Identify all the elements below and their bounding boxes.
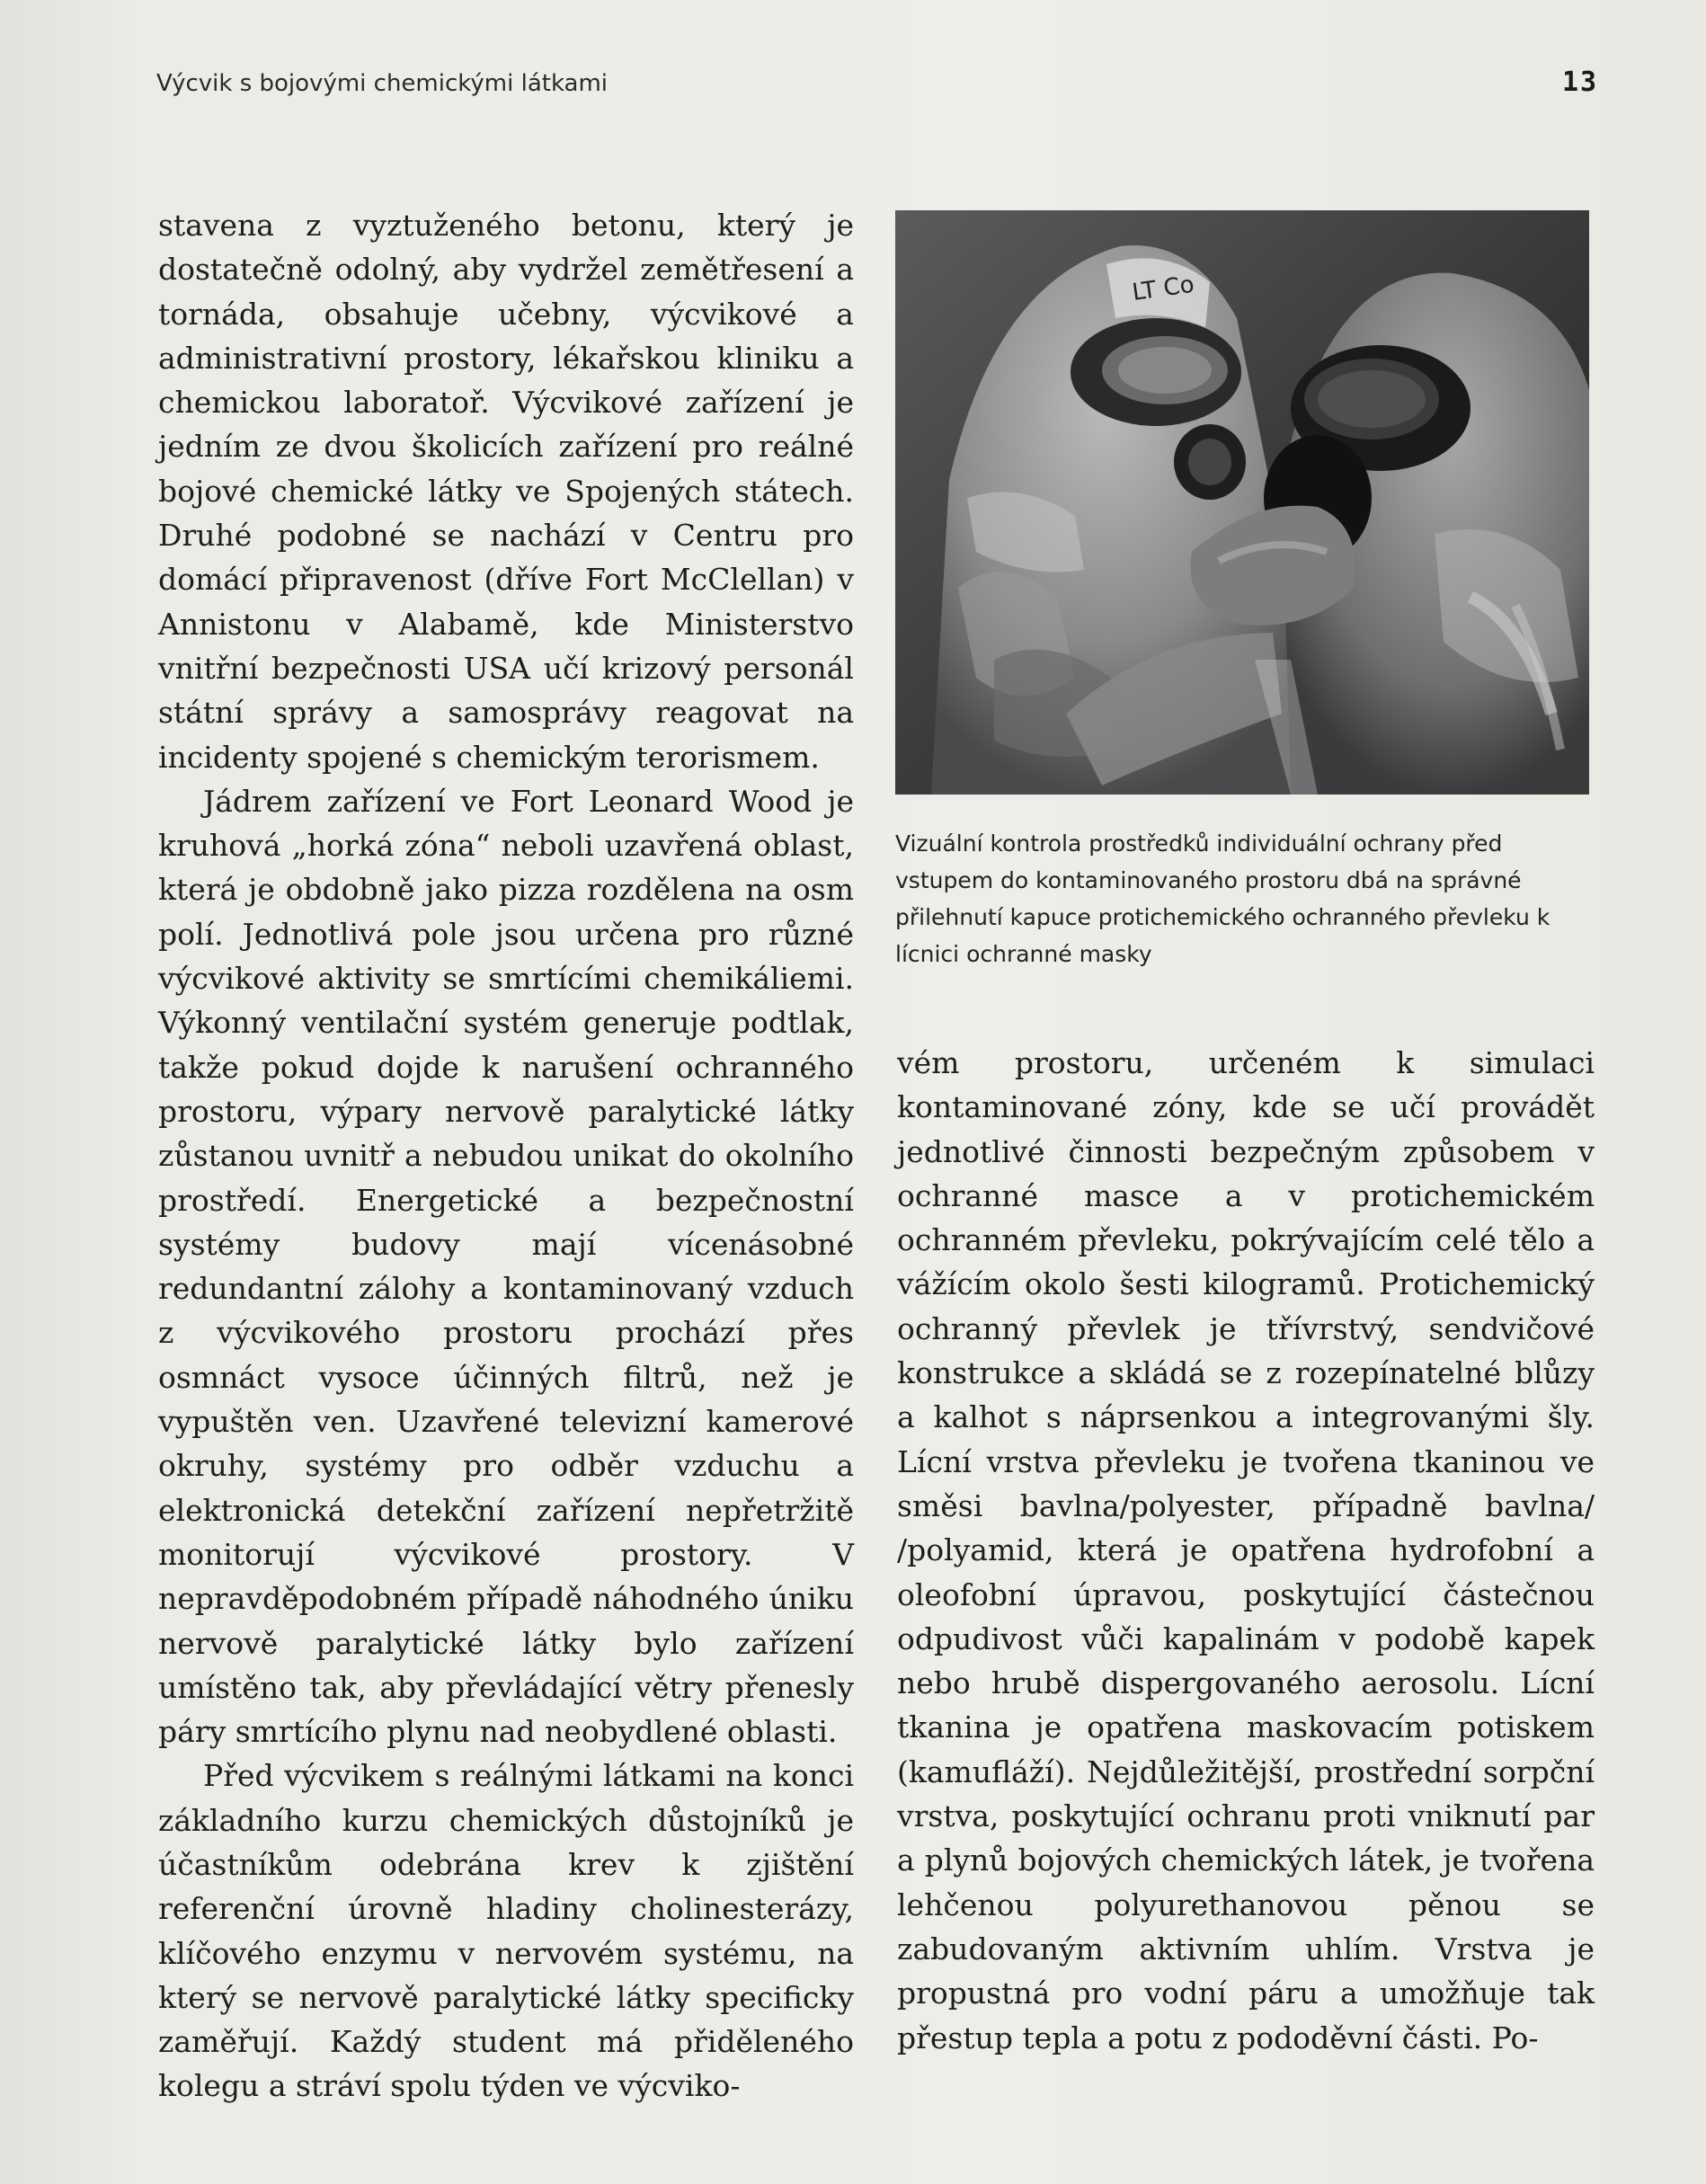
photo-caption: Vizuální kontrola prostředků individuální ochrany před vstupem do kontaminovaného prostoru dbá na správné přilehnutí kapuce protichemického ochranného převleku k lícnici ochranné masky	[895, 830, 1551, 967]
left-text-column	[158, 203, 854, 2109]
paragraph: Před výcvikem s reálnými látkami na konci základního kurzu chemických důstojníků je účastníkům odebrána krev k zjištění referenční úrovně hladiny cholinesterázy, klíčového enzymu v nervovém systému, na který se nervově paralytické látky specificky zaměřují. Každý student má přiděleného kolegu a stráví spolu týden ve výcviko-	[158, 1758, 854, 2104]
right-text-column	[897, 1041, 1595, 2060]
hood-marking-text: LT Co	[1130, 271, 1196, 306]
running-header-title: Výcvik s bojovými chemickými látkami	[156, 70, 609, 97]
page-number: 13	[1562, 67, 1599, 98]
photo-soldiers-gas-masks	[895, 210, 1589, 795]
paragraph: Jádrem zařízení ve Fort Leonard Wood je kruhová „horká zóna“ neboli uzavřená oblast, která je obdobně jako pizza rozdělena na osm polí. Jednotlivá pole jsou určena pro různé výcvikové aktivity se smrtícími chemikáliemi. Výkonný ventilační systém generuje podtlak, takže pokud dojde k narušení ochranného prostoru, výpary nervově paralytické látky zůstanou uvnitř a nebudou unikat do okolního prostředí. Energetické a bezpečnostní systémy budovy mají vícenásobné redundantní zálohy a kontaminovaný vzduch z výcvikového prostoru prochází přes osmnáct vysoce účinných filtrů, než je vypuštěn ven. Uzavřené televizní kamerové okruhy, systémy pro odběr vzduchu a elektronická detekční zařízení nepřetržitě monitorují výcvikové prostory. V nepravděpodobném případě náhodného úniku nervově paralytické látky bylo zařízení umístěno tak, aby převládající větry přenesly páry smrtícího plynu nad neobydlené oblasti.	[158, 783, 854, 1750]
photo-illustration	[895, 210, 1589, 795]
paragraph: vém prostoru, určeném k simulaci kontaminované zóny, kde se učí provádět jednotlivé činnosti bezpečným způsobem v ochranné masce a v protichemickém ochranném převleku, pokrývajícím celé tělo a vážícím okolo šesti kilogramů. Protichemický ochranný převlek je třívrstvý, sendvičové konstrukce a skládá se z rozepínatelné blůzy a kalhot s náprsenkou a integrovanými šly. Lícní vrstva převleku je tvořena tkaninou ve směsi bavlna/polyester, případně bavlna/ /polyamid, která je opatřena hydrofobní a oleofobní úpravou, poskytující částečnou odpudivost vůči kapalinám v podobě kapek nebo hrubě dispergovaného aerosolu. Lícní tkanina je opatřena maskovacím potiskem (kamufláží). Nejdůležitější, prostřední sorpční vrstva, poskytující ochranu proti vniknutí par a plynů bojových chemických látek, je tvořena lehčenou polyurethanovou pěnou se zabudovaným aktivním uhlím. Vrstva je propustná pro vodní páru a umožňuje tak přestup tepla a potu z pododěvní části. Po-	[897, 1045, 1595, 2055]
paragraph: stavena z vyztuženého betonu, který je dostatečně odolný, aby vydržel zemětřesení a tornáda, obsahuje učebny, výcvikové a administrativní prostory, lékařskou kliniku a chemickou laboratoř. Výcvikové zařízení je jedním ze dvou školicích zařízení pro reálné bojové chemické látky ve Spojených státech. Druhé podobné se nachází v Centru pro domácí připravenost (dříve Fort McClellan) v Annistonu v Alabamě, kde Ministerstvo vnitřní bezpečnosti USA učí krizový personál státní správy a samosprávy reagovat na incidenty spojené s chemickým terorismem.	[158, 208, 854, 775]
